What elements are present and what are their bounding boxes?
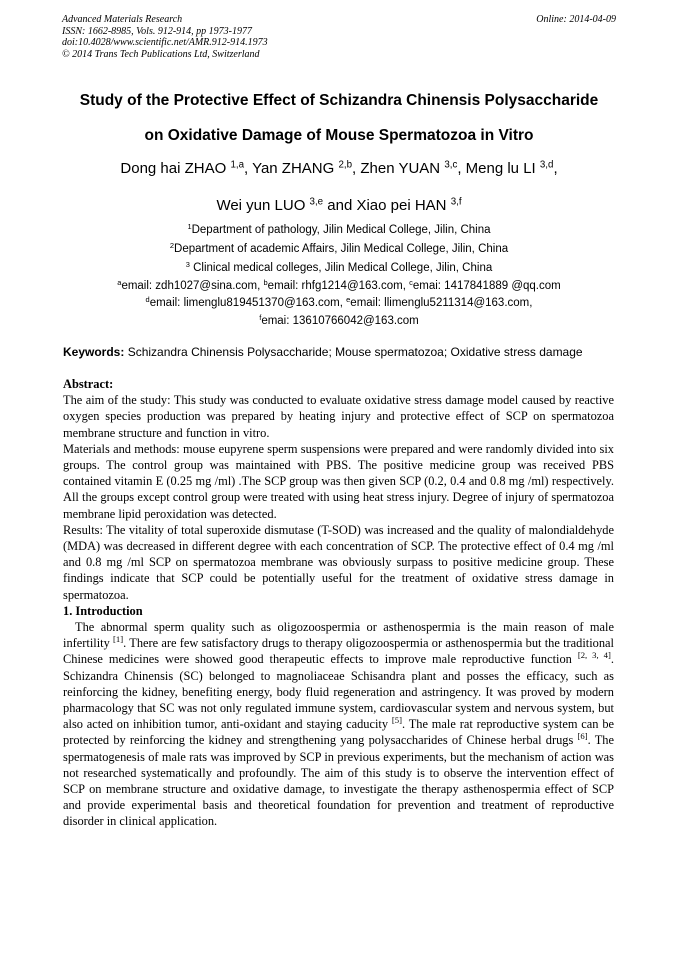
- email-sup: a: [117, 277, 122, 287]
- author-sup: 2,b: [338, 159, 353, 171]
- intro-text: . The male rat reproductive system can be protected by reinforcing the kidney and strengthening yang polysaccharides of Chinese herbal drugs: [63, 717, 615, 748]
- affiliation-2: [30, 240, 648, 255]
- email-sup: b: [263, 277, 268, 287]
- author-name: , Zhen YUAN: [352, 160, 445, 177]
- journal-name: Advanced Materials Research: [62, 14, 183, 25]
- journal-doi: doi:10.4028/www.scientific.net/AMR.912-914.1973: [62, 37, 268, 49]
- title-line-1: Study of the Protective Effect of Schizandra Chinensis Polysaccharide: [79, 92, 599, 109]
- author-sup: 1,a: [230, 159, 244, 171]
- emails-line-3: [30, 312, 648, 327]
- emails-line-1: [30, 277, 648, 292]
- email-a: email: zdh1027@sina.com,: [121, 280, 264, 292]
- citation: [5]: [391, 715, 402, 726]
- abstract-aim: The aim of the study: This study was conducted to evaluate oxidative stress damage model caused by reactive oxygen species production was prepared by heating injury and protective effect of SCP on spermatozoa membrane structure and function in vitro.: [63, 393, 614, 440]
- intro-text: . There are few satisfactory drugs to therapy oligozoospermia or asthenospermia but the traditional Chinese medicines were showed good therapeutic effects to improve male reproductive function: [63, 636, 614, 667]
- citation: [2, 3, 4]: [577, 650, 611, 661]
- abstract-methods: Materials and methods: mouse eupyrene sperm suspensions were prepared and were randomly divided into six groups. The control group was maintained with PBS. The positive medicine group was received PBS contained vitamin E (0.25 mg /ml) .The SCP group was then given SCP (0.2, 0.4 and 0.8 mg /ml) respectively. All the groups except control group were treated with using heat stress injury. Degree of injury of spermatozoa membrane lipid peroxidation was detected.: [63, 441, 614, 521]
- keywords: [63, 345, 638, 359]
- email-sup: c: [409, 277, 413, 287]
- abstract-results: Results: The vitality of total superoxide dismutase (T-SOD) was increased and the quality of malondialdehyde (MDA) was decreased in different degree with each concentration of SCP. The protective effect of 0.4 mg /ml and 0.8 mg /ml SCP on spermatozoa membrane was obviously surpass to positive medicine group. These findings indicate that SCP could be potentially useful for the treatment of oxidative stress damage in spermatozoa.: [63, 522, 614, 602]
- email-sup: e: [346, 294, 351, 304]
- affiliation-text: Department of academic Affairs, Jilin Medical College, Jilin, China: [174, 243, 509, 255]
- abstract-section: [63, 376, 614, 830]
- online-date: Online: 2014-04-09: [536, 14, 616, 25]
- author-name: , Meng lu LI: [457, 160, 540, 177]
- journal-header: [62, 14, 616, 60]
- email-c: emai: 1417841889 @qq.com: [412, 280, 561, 292]
- author-sup: 3,f: [450, 196, 462, 208]
- citation: [1]: [113, 634, 124, 645]
- keywords-label: Keywords:: [63, 345, 125, 359]
- abstract-heading: Abstract:: [63, 377, 114, 391]
- author-sup: 3,d: [539, 159, 554, 171]
- journal-info: [62, 14, 616, 60]
- email-sup: f: [259, 312, 262, 322]
- email-sup: d: [145, 294, 150, 304]
- authors-line-2: [30, 197, 648, 214]
- author-sup: 3,c: [444, 159, 458, 171]
- affiliation-3: [30, 259, 648, 274]
- author-separator: ,: [553, 160, 558, 177]
- author-name: Wei yun LUO: [216, 197, 310, 214]
- title-line-2: on Oxidative Damage of Mouse Spermatozoa in Vitro: [144, 127, 534, 144]
- email-d: email: limenglu819451370@163.com,: [149, 297, 347, 309]
- intro-text: The abnormal sperm quality such as oligozoospermia or asthenospermia is the main reason of male infertility: [63, 620, 614, 651]
- author-name: Dong hai ZHAO: [120, 160, 231, 177]
- journal-issn: ISSN: 1662-8985, Vols. 912-914, pp 1973-1977: [62, 25, 252, 37]
- email-e: email: llimenglu5211314@163.com,: [350, 297, 533, 309]
- email-f: emai: 13610766042@163.com: [261, 315, 419, 327]
- affiliation-1: [30, 221, 648, 236]
- affiliation-sup: 1: [187, 221, 192, 231]
- affiliation-text: Clinical medical colleges, Jilin Medical College, Jilin, China: [189, 262, 493, 274]
- intro-text: . Schizandra Chinensis (SC) belonged to magnoliaceae Schisandra plant and posses the efficacy, such as reinforcing the kidney, benefiting energy, body fluid regeneration and astringency. It was proved by modern pharmacology that SC was not only regulated immune system, cardiovascular system and nervous system, but also acted on inhibition tumor, anti-oxidant and staying caducity: [63, 652, 614, 732]
- journal-copyright: © 2014 Trans Tech Publications Ltd, Switzerland: [62, 48, 260, 60]
- author-name: , Yan ZHANG: [244, 160, 339, 177]
- introduction-paragraph: [63, 619, 614, 830]
- email-b: email: rhfg1214@163.com,: [267, 280, 410, 292]
- affiliation-sup: 3: [185, 259, 190, 269]
- author-name: and Xiao pei HAN: [323, 197, 451, 214]
- keywords-text: Schizandra Chinensis Polysaccharide; Mouse spermatozoa; Oxidative stress damage: [124, 345, 583, 359]
- intro-text: . The spermatogenesis of male rats was improved by SCP in previous experiments, but the mechanism of action was not researched systematically and profoundly. The aim of this study is to observe the intervention effect of SCP on membrane structure and oxidative damage, to investigate the therapy asthenospermia effect of SCP and provide experimental basis and theoretical foundation for prevention and treatment of reproductive disorder in clinical application.: [63, 733, 614, 829]
- affiliation-text: Department of pathology, Jilin Medical College, Jilin, China: [191, 224, 491, 236]
- emails-line-2: [30, 294, 648, 309]
- affiliation-sup: 2: [169, 240, 175, 250]
- citation: [6]: [577, 731, 588, 742]
- authors-line-1: [30, 160, 648, 177]
- introduction-heading: 1. Introduction: [63, 603, 143, 618]
- author-sup: 3,e: [309, 196, 324, 208]
